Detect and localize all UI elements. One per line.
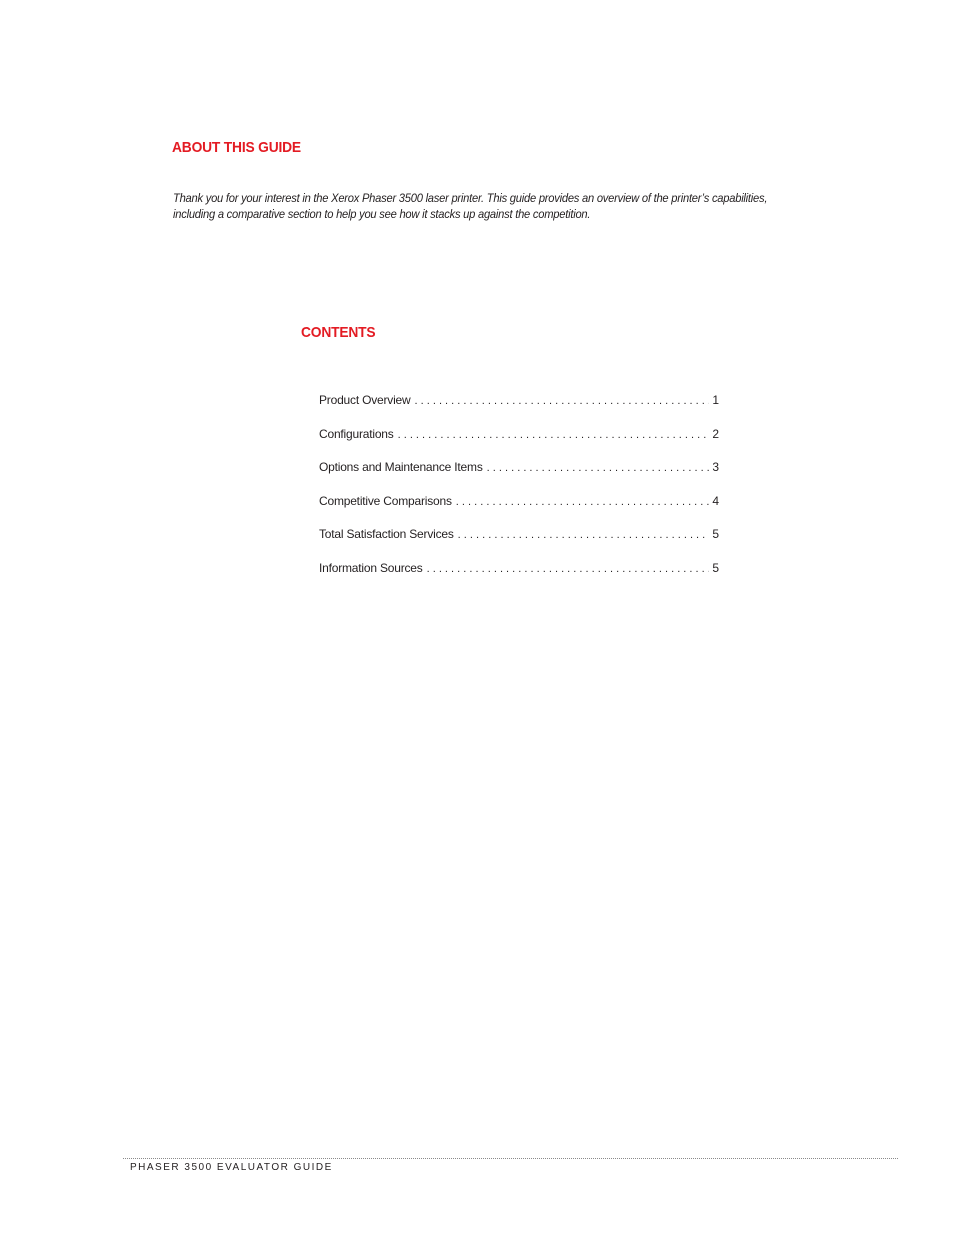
footer-divider bbox=[123, 1158, 898, 1159]
footer-title: PHASER 3500 EVALUATOR GUIDE bbox=[130, 1162, 333, 1173]
toc-leader bbox=[415, 393, 710, 409]
table-of-contents bbox=[319, 392, 719, 594]
toc-page-number: 1 bbox=[712, 393, 719, 407]
toc-item-competitive-comparisons bbox=[319, 493, 719, 527]
toc-leader bbox=[456, 494, 710, 510]
toc-page-number: 5 bbox=[712, 560, 719, 575]
toc-leader bbox=[487, 460, 710, 476]
toc-label: Configurations bbox=[319, 426, 394, 441]
toc-leader bbox=[398, 427, 710, 443]
toc-item-total-satisfaction bbox=[319, 526, 719, 560]
toc-item-configurations bbox=[319, 426, 719, 460]
toc-page-number: 3 bbox=[712, 460, 719, 475]
toc-leader bbox=[458, 527, 710, 543]
toc-page-number: 2 bbox=[712, 426, 719, 441]
toc-item-information-sources bbox=[319, 560, 719, 594]
contents-heading: CONTENTS bbox=[301, 324, 376, 341]
toc-label: Information Sources bbox=[319, 560, 423, 575]
toc-item-options-maintenance bbox=[319, 459, 719, 493]
toc-leader bbox=[427, 561, 710, 577]
toc-page-number: 4 bbox=[712, 493, 719, 508]
toc-label: Options and Maintenance Items bbox=[319, 460, 483, 475]
toc-page-number: 5 bbox=[712, 527, 719, 542]
toc-label: Total Satisfaction Services bbox=[319, 527, 454, 542]
toc-item-product-overview bbox=[319, 392, 719, 426]
intro-paragraph: Thank you for your interest in the Xerox Phaser 3500 laser printer. This guide provides an overview of the printer’s capabilities, including a comparative section to help you see how it stacks up against the competition. bbox=[173, 191, 768, 221]
toc-label: Product Overview bbox=[319, 393, 411, 407]
toc-label: Competitive Comparisons bbox=[319, 493, 452, 508]
about-heading: ABOUT THIS GUIDE bbox=[172, 139, 301, 156]
